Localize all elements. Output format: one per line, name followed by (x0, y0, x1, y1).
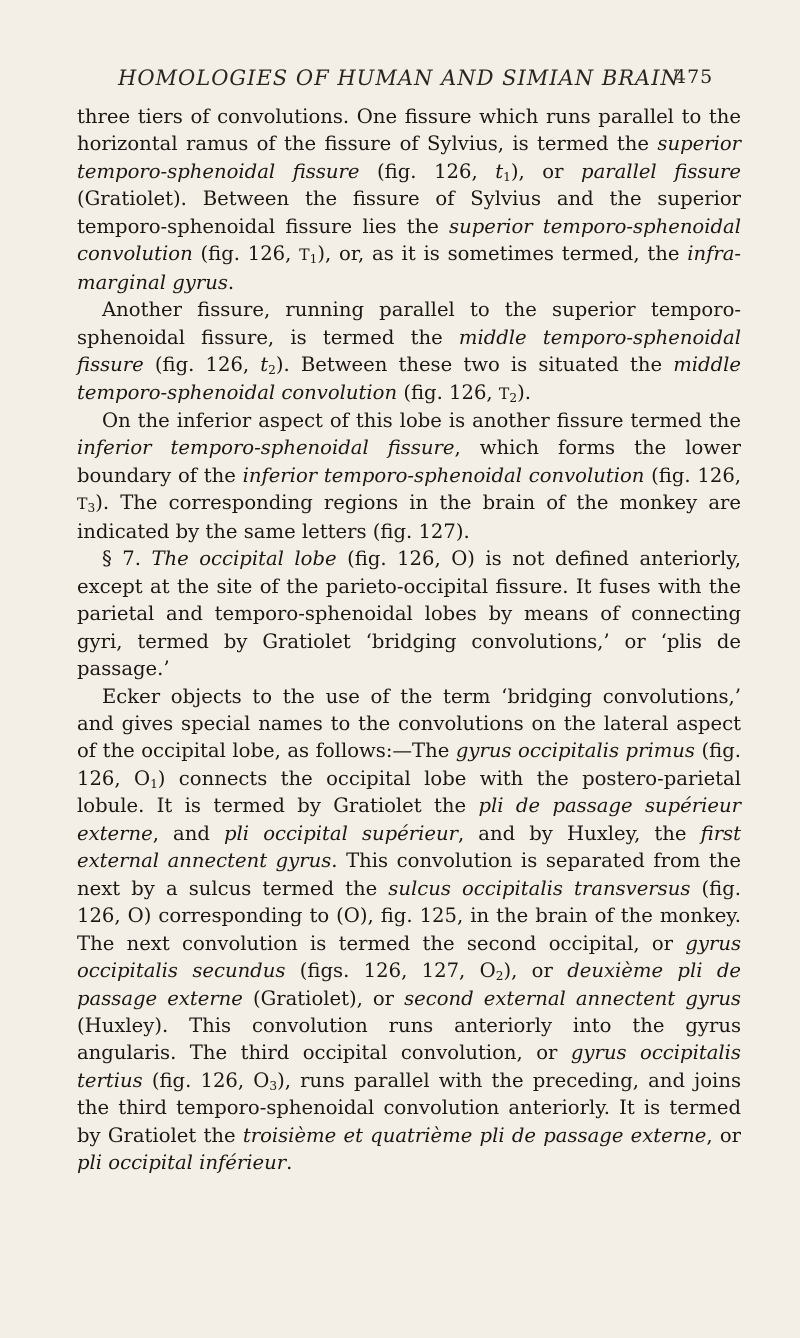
term-italic: superior temporo-sphenoidal fissure (77, 132, 741, 183)
text-run: (fig. 126, O (77, 739, 741, 790)
running-title: HOMOLOGIES OF HUMAN AND SIMIAN BRAIN (118, 66, 680, 90)
subscript: 1 (150, 776, 158, 791)
paragraph-2 (77, 296, 741, 407)
term-italic: middle temporo-sphenoidal convolution (77, 353, 741, 404)
fig-letter: t (495, 159, 504, 183)
section-title: The occipital lobe (151, 547, 337, 571)
term-italic: sulcus occipitalis transversus (388, 876, 691, 900)
text-run: three tiers of convolutions. One fissure which runs parallel to the horizontal ramus of the fissure of Sylvius, is termed the (77, 105, 741, 156)
subscript: 1 (503, 169, 511, 184)
text-run: (fig. 126, (359, 159, 496, 183)
text-run: . (227, 270, 235, 294)
term-italic: inferior temporo-sphenoidal fissure (77, 436, 455, 460)
text-run: . (286, 1151, 293, 1175)
subscript: 1 (309, 252, 318, 267)
text-run: . This convolution is separated from the next by a sulcus termed the (77, 849, 741, 900)
fig-letter: T (299, 245, 310, 265)
term-italic: gyrus occipitalis secundus (77, 931, 741, 983)
term-italic: pli occipital supérieur (224, 821, 458, 845)
text-run: ), runs parallel with the preceding, and joins the third temporo-sphenoidal convolution anteriorly. It is termed by Gratiolet the (77, 1068, 741, 1147)
term-italic: gyrus occipitalis tertius (77, 1041, 741, 1092)
subscript: 2 (495, 969, 504, 984)
text-run: (fig. 126, (644, 463, 742, 487)
term-italic: second external annectent gyrus (404, 986, 741, 1010)
text-run: Ecker objects to the use of the term ‘bridging convolutions,’ and gives special names to the convolutions on the lateral aspect of the occipital lobe, as follows:—The (77, 684, 741, 763)
text-run: ), or (503, 959, 568, 983)
term-italic: parallel fissure (581, 159, 742, 183)
paragraph-1 (77, 103, 741, 296)
term-italic: gyrus occipitalis primus (455, 739, 695, 763)
text-run: (fig. 126, (192, 242, 300, 266)
text-run: (fig. 126, O) corresponding to (O), fig. 125, in the brain of the monkey. The next convolution is termed the second occipital, or (77, 876, 741, 955)
term-italic: pli occipital inférieur (77, 1151, 287, 1175)
text-run: (fig. 126, O (142, 1068, 270, 1092)
term-italic: middle temporo-sphenoidal fissure (77, 325, 741, 377)
text-run: ). (517, 380, 531, 404)
text-run: (Huxley). This convolution runs anteriorly into the gyrus angularis. The third occipital convolution, or (77, 1013, 741, 1065)
term-italic: troisième et quatrième pli de passage externe (242, 1123, 707, 1147)
subscript: 3 (87, 501, 96, 516)
text-run: (figs. 126, 127, O (285, 959, 496, 983)
text-run: , and (152, 821, 224, 845)
term-italic: deuxième pli de passage externe (77, 959, 741, 1010)
body-text (77, 103, 741, 1177)
section-number: § 7. (102, 547, 152, 571)
subscript: 3 (269, 1078, 278, 1093)
text-run: ) connects the occipital lobe with the postero-parietal lobule. It is termed by Gratiolet the (77, 766, 741, 818)
paragraph-5 (77, 683, 741, 1177)
text-run: (Gratiolet). Between the fissure of Sylvius and the superior temporo-sphenoidal fissure lies the (77, 187, 741, 238)
term-italic: first external annectent gyrus (77, 821, 741, 873)
paragraph-3 (77, 407, 741, 545)
text-run: ). The corresponding regions in the brain of the monkey are indicated by the same letters (fig. 127). (77, 491, 741, 543)
fig-letter: t (260, 353, 269, 377)
term-italic: pli de passage supérieur externe (77, 794, 741, 845)
text-run: Another fissure, running parallel to the superior temporo-sphenoidal fissure, is termed the (77, 298, 741, 349)
text-run: , which forms the lower boundary of the (77, 436, 742, 487)
text-run: (fig. 126, (397, 380, 499, 404)
term-italic: infra-marginal gyrus (77, 242, 742, 294)
page-number: 475 (674, 66, 714, 88)
text-run: On the inferior aspect of this lobe is another fissure termed the (102, 408, 741, 432)
text-run: ). Between these two is situated the (275, 353, 674, 377)
term-italic: inferior temporo-sphenoidal convolution (242, 463, 645, 487)
subscript: 2 (509, 390, 518, 405)
text-run: , or (706, 1123, 742, 1147)
paragraph-4 (77, 545, 741, 682)
text-run: ), or, as it is sometimes termed, the (317, 242, 688, 266)
term-italic: superior temporo-sphenoidal convolution (77, 214, 741, 266)
text-run: (fig. 126, (143, 353, 261, 377)
text-run: ), or (510, 159, 582, 183)
text-run: (Gratiolet), or (242, 986, 405, 1010)
fig-letter: T (498, 383, 510, 403)
fig-letter: T (77, 494, 88, 514)
subscript: 2 (268, 363, 276, 378)
text-run: (fig. 126, O) is not defined anteriorly, except at the site of the parieto-occipital fissure. It fuses with the parietal and temporo-sphenoidal lobes by means of connecting gyri, termed by Gratiolet ‘bridging convolutions,’ or ‘plis de passage.’ (77, 547, 741, 681)
text-run: , and by Huxley, the (457, 821, 701, 845)
